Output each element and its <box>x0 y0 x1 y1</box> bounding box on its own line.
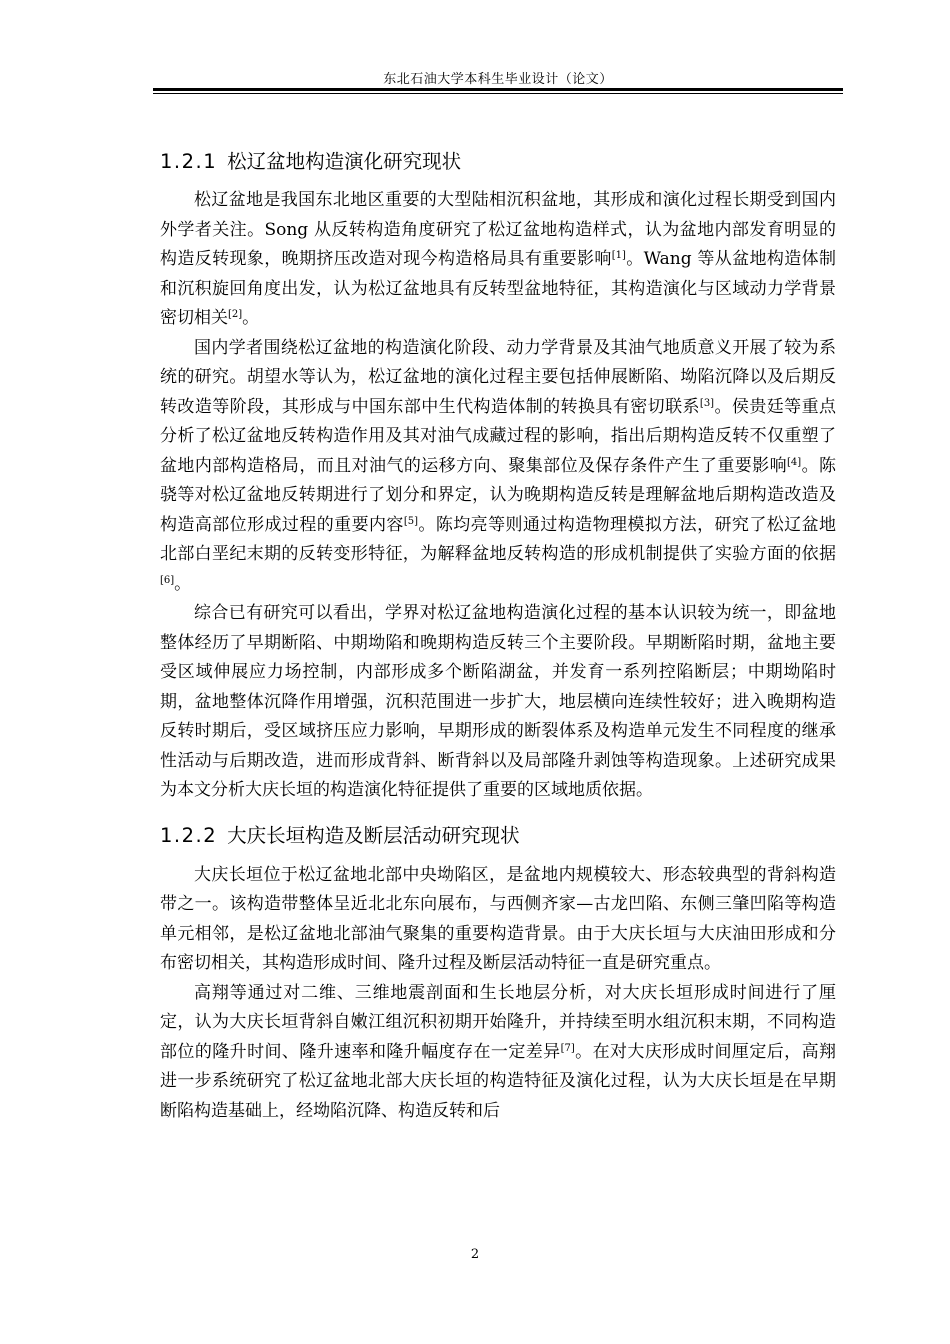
section-heading-1-2-2 <box>160 822 836 850</box>
section-title: 大庆长垣构造及断层活动研究现状 <box>227 823 520 847</box>
paragraph: 综合已有研究可以看出，学界对松辽盆地构造演化过程的基本认识较为统一，即盆地整体经历了早期断陷、中期坳陷和晚期构造反转三个主要阶段。早期断陷时期，盆地主要受区域伸展应力场控制，内部形成多个断陷湖盆，并发育一系列控陷断层；中期坳陷时期，盆地整体沉降作用增强，沉积范围进一步扩大，地层横向连续性较好；进入晚期构造反转时期后，受区域挤压应力影响，早期形成的断裂体系及构造单元发生不同程度的继承性活动与后期改造，进而形成背斜、断背斜以及局部隆升剥蚀等构造现象。上述研究成果为本文分析大庆长垣的构造演化特征提供了重要的区域地质依据。 <box>160 603 836 800</box>
paragraph <box>160 186 836 334</box>
header-rule-thin <box>153 93 843 94</box>
page-number: 2 <box>470 1247 480 1262</box>
citation-3: [3] <box>699 397 715 409</box>
header-rule-thick <box>153 88 843 91</box>
citation-7: [7] <box>560 1042 575 1054</box>
section-number: 1.2.2 <box>160 823 218 847</box>
text-run: 。陈均亮等则通过构造物理模拟方法，研究了松辽盆地北部白垩纪末期的反转变形特征，为解释盆地反转构造的形成机制提供了实验方面的依据 <box>160 514 837 564</box>
citation-5: [5] <box>403 515 419 527</box>
text-run: 。陈骁等对松辽盆地反转期进行了划分和界定，认为晚期构造反转是理解盆地后期构造改造及构造高部位形成过程的重要内容 <box>160 455 837 535</box>
text-run: 。 <box>174 573 192 594</box>
running-header: 东北石油大学本科生毕业设计（论文） <box>383 72 613 87</box>
text-run: 。 <box>242 308 260 328</box>
text-run: 松辽盆地是我国东北地区重要的大型陆相沉积盆地，其形成和演化过程长期受到国内外学者关注。Song 从反转构造角度研究了松辽盆地构造样式，认为盆地内部发育明显的构造反转现象，晚期挤压改造对现今构造格局具有重要影响 <box>160 190 836 269</box>
page-body <box>160 148 836 1126</box>
paragraph <box>160 334 836 600</box>
text-run: 。侯贵廷等重点分析了松辽盆地反转构造作用及其对油气成藏过程的影响，指出后期构造反转不仅重塑了盆地内部构造格局，而且对油气的运移方向、聚集部位及保存条件产生了重要影响 <box>160 396 837 476</box>
text-run: 国内学者围绕松辽盆地的构造演化阶段、动力学背景及其油气地质意义开展了较为系统的研究。胡望水等认为，松辽盆地的演化过程主要包括伸展断陷、坳陷沉降以及后期反转改造等阶段，其形成与中国东部中生代构造体制的转换具有密切联系 <box>160 337 836 417</box>
text-run: 。在对大庆形成时间厘定后，高翔进一步系统研究了松辽盆地北部大庆长垣的构造特征及演化过程，认为大庆长垣是在早期断陷构造基础上，经坳陷沉降、构造反转和后 <box>160 1041 837 1121</box>
section-title: 松辽盆地构造演化研究现状 <box>227 150 462 173</box>
paragraph <box>160 979 836 1127</box>
paragraph: 大庆长垣位于松辽盆地北部中央坳陷区，是盆地内规模较大、形态较典型的背斜构造带之一。该构造带整体呈近北北东向展布，与西侧齐家—古龙凹陷、东侧三肇凹陷等构造单元相邻，是松辽盆地北部油气聚集的重要构造背景。由于大庆长垣与大庆油田形成和分布密切相关，其构造形成时间、隆升过程及断层活动特征一直是研究重点。 <box>160 864 836 973</box>
citation-2: [2] <box>228 309 243 320</box>
citation-6: [6] <box>160 574 175 586</box>
text-run: 高翔等通过对二维、三维地震剖面和生长地层分析，对大庆长垣形成时间进行了厘定，认为大庆长垣背斜自嫩江组沉积初期开始隆升，并持续至明水组沉积末期，不同构造部位的隆升时间、隆升速率和隆升幅度存在一定差异 <box>160 982 836 1062</box>
section-heading-1-2-1 <box>160 148 836 176</box>
text-run: 。Wang 等从盆地构造体制和沉积旋回角度出发，认为松辽盆地具有反转型盆地特征，其构造演化与区域动力学背景密切相关 <box>160 249 836 328</box>
citation-4: [4] <box>787 456 802 468</box>
section-number: 1.2.1 <box>160 150 218 173</box>
citation-1: [1] <box>611 250 626 261</box>
